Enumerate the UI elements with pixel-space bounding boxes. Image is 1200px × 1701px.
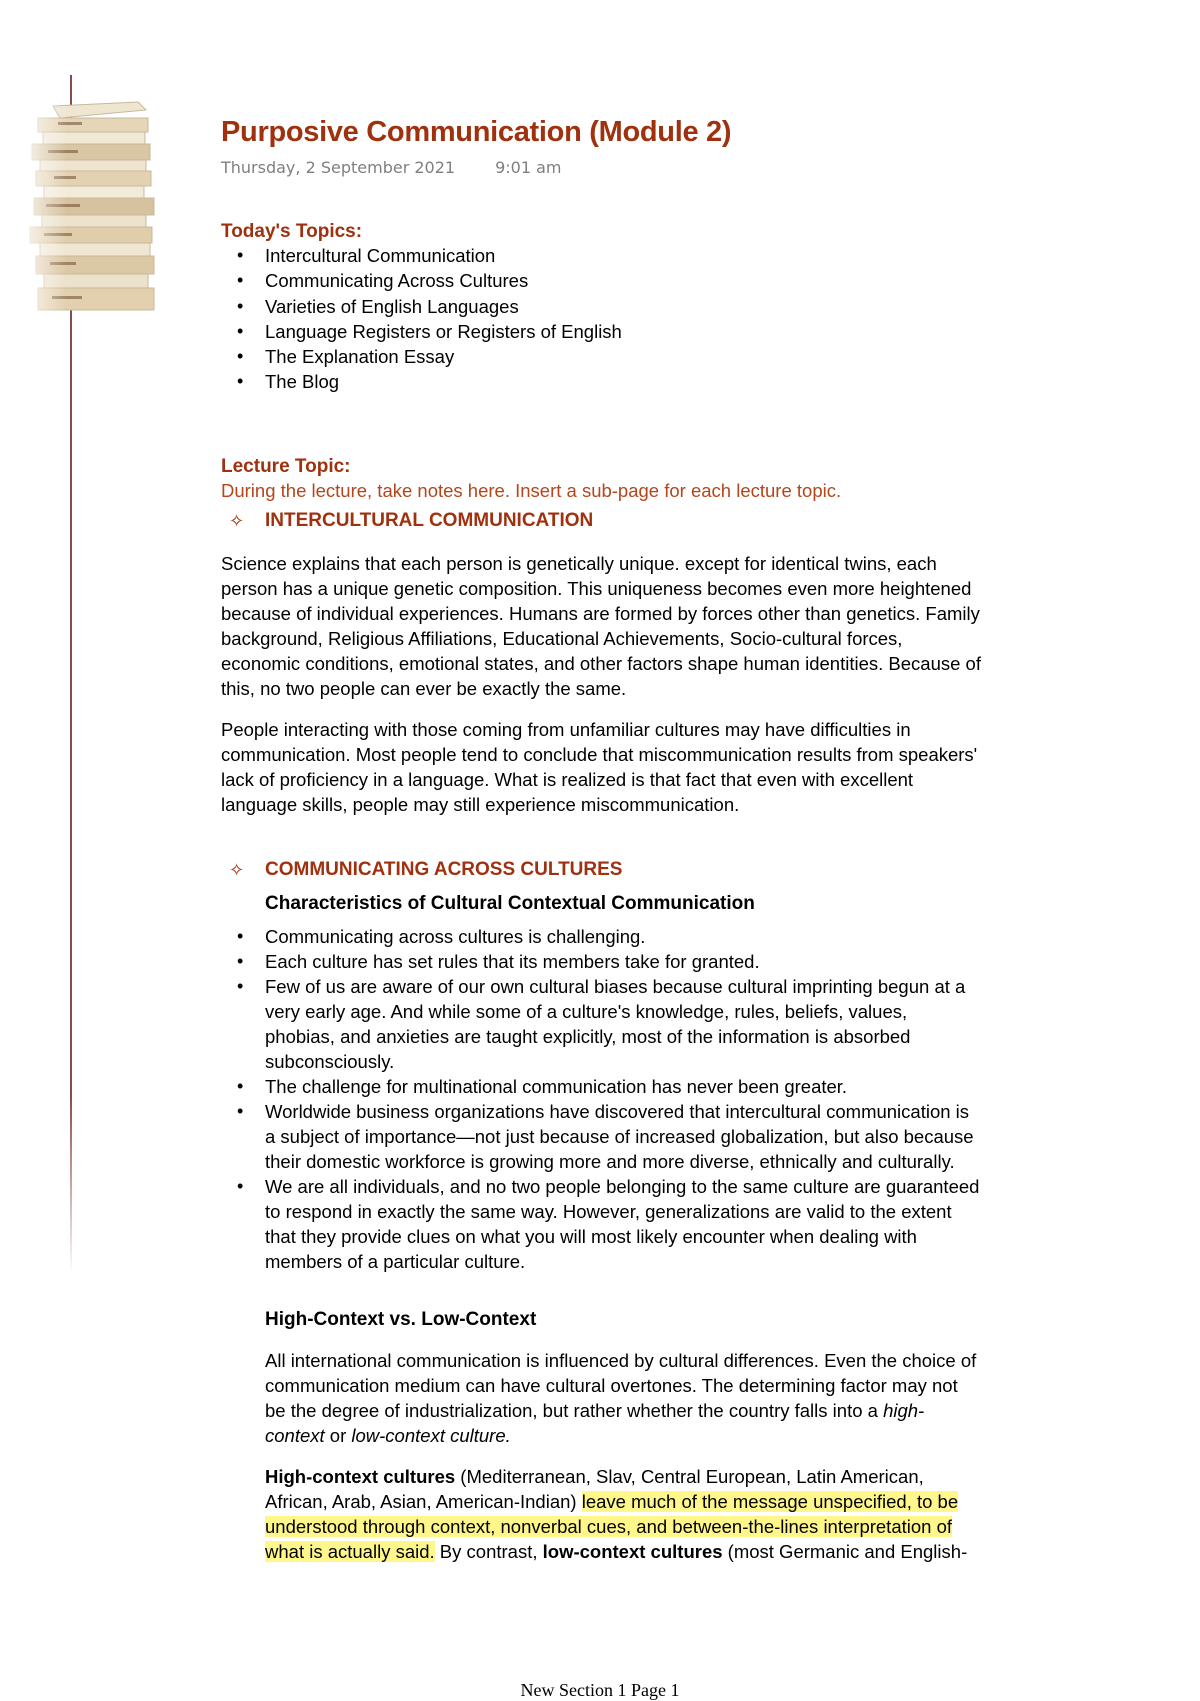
list-item: • We are all individuals, and no two people belonging to the same culture are guaranteed to respond in exactly the same way. However, generalizations are valid to the extent that they provide clues on what you will most likely encounter when dealing with members of a particular culture. — [221, 1174, 981, 1274]
across-cultures-heading — [221, 858, 981, 882]
list-item: • Language Registers or Registers of English — [221, 319, 981, 344]
intercultural-heading — [221, 509, 981, 533]
characteristics-subheading: Characteristics of Cultural Contextual Communication — [265, 892, 755, 914]
page-date: Thursday, 2 September 2021 — [221, 158, 456, 177]
topics-list — [221, 243, 981, 395]
context-or: or — [324, 1424, 352, 1446]
lecture-heading: Lecture Topic: — [221, 455, 351, 477]
page-dateline — [221, 158, 981, 182]
term-high-context: high-context — [265, 1399, 925, 1446]
list-item: • Worldwide business organizations have discovered that intercultural communication is a subject of importance—not just because of increased globalization, but also because their domestic workforce is growing more and more diverse, ethnically and culturally. — [221, 1099, 981, 1174]
intercultural-paragraph-1: Science explains that each person is genetically unique. except for identical twins, each person has a unique genetic composition. This uniqueness becomes even more heightened because of individual experiences. Humans are formed by forces other than genetics. Family background, Religious Affiliations, Educational Achievements, Socio-cultural forces, economic conditions, emotional states, and other factors shape human identities. Because of this, no two people can ever be exactly the same. — [221, 552, 981, 699]
page-title: Purposive Communication (Module 2) — [221, 116, 732, 148]
list-item: • Varieties of English Languages — [221, 294, 981, 319]
list-item: • Communicating across cultures is challenging. — [221, 924, 981, 949]
bold-high-context-cultures: High-context cultures — [265, 1465, 456, 1487]
intercultural-heading-text: INTERCULTURAL COMMUNICATION — [265, 509, 594, 531]
list-item: • The Explanation Essay — [221, 344, 981, 369]
list-item: • Each culture has set rules that its members take for granted. — [221, 949, 981, 974]
across-cultures-heading-text: COMMUNICATING ACROSS CULTURES — [265, 858, 623, 880]
page-content — [221, 112, 981, 1564]
term-low-context: low-context culture. — [351, 1424, 511, 1446]
book-stack-icon — [18, 100, 158, 315]
list-item: • Communicating Across Cultures — [221, 268, 981, 293]
lecture-note: During the lecture, take notes here. Insert a sub-page for each lecture topic. — [221, 479, 842, 501]
topics-heading: Today's Topics: — [221, 221, 363, 242]
context-paragraph-2-text-1: (Mediterranean, Slav, Central European, Latin American, African, Arab, Asian, American-Indian) — [265, 1465, 924, 1512]
context-heading: High-Context vs. Low-Context — [265, 1308, 537, 1330]
list-item: • Intercultural Communication — [221, 243, 981, 268]
context-paragraph-2 — [221, 1464, 981, 1564]
bold-low-context-cultures: low-context cultures — [542, 1540, 723, 1562]
list-item: • The Blog — [221, 369, 981, 394]
page-footer: New Section 1 Page 1 — [520, 1680, 680, 1700]
context-paragraph-2-text-3: (most Germanic and English- — [722, 1540, 968, 1562]
highlighted-text: leave much of the message unspecified, to be understood through context, nonverbal cues, and between-the-lines interpretation of what is actually said. — [265, 1490, 959, 1562]
intercultural-paragraph-2: People interacting with those coming from unfamiliar cultures may have difficulties in communication. Most people tend to conclude that miscommunication results from speakers' lack of proficiency in a language. What is realized is that fact that even with excellent language skills, people may still experience miscommunication. — [221, 718, 978, 815]
list-item: • Few of us are aware of our own cultural biases because cultural imprinting begun at a very early age. And while some of a culture's knowledge, rules, beliefs, values, phobias, and anxieties are taught explicitly, most of the information is absorbed subconsciously. — [221, 974, 981, 1074]
diamond-bullet-icon: ✧ — [229, 510, 245, 531]
context-paragraph-1 — [221, 1348, 981, 1448]
characteristics-list — [221, 924, 981, 1274]
diamond-bullet-icon: ✧ — [229, 859, 245, 880]
context-paragraph-2-text-2: By contrast, — [434, 1540, 543, 1562]
list-item: • The challenge for multinational communication has never been greater. — [221, 1074, 981, 1099]
page-time: 9:01 am — [495, 158, 562, 177]
context-paragraph-1-text: All international communication is influenced by cultural differences. Even the choice of communication medium can have cultural overtones. The determining factor may not be the degree of industrialization, but rather whether the country falls into a — [265, 1349, 977, 1421]
